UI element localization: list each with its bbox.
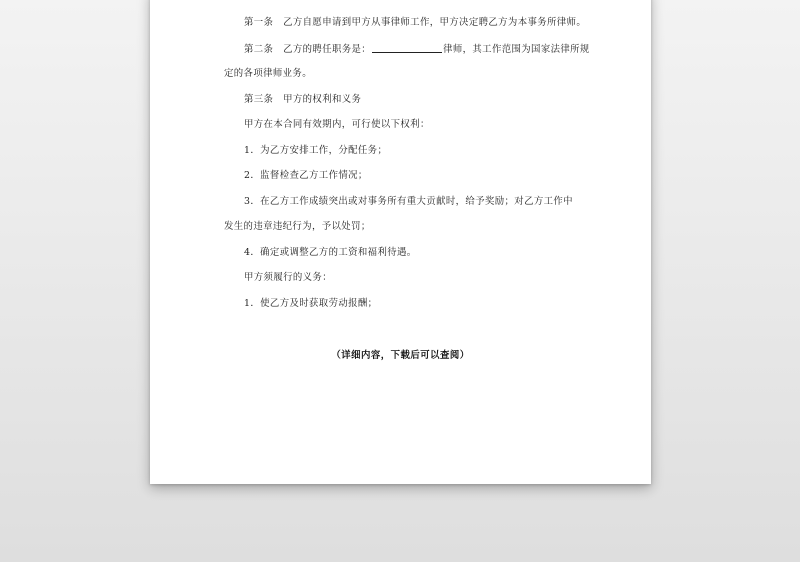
duties-item-1: 1．使乙方及时获取劳动报酬； [244,298,378,309]
document-page [150,0,651,484]
rights-item-4: 4．确定或调整乙方的工资和福利待遇。 [244,247,417,258]
duties-intro: 甲方须履行的义务： [244,272,332,283]
article-2-continuation: 定的各项律师业务。 [224,68,312,79]
blank-field [372,43,442,53]
download-note: （详细内容，下载后可以查阅） [331,350,470,361]
rights-item-3: 3．在乙方工作成绩突出或对事务所有重大贡献时，给予奖励；对乙方工作中 [244,196,573,207]
article-2-suffix: 律师，其工作范围为国家法律所规 [443,44,590,55]
rights-item-2: 2．监督检查乙方工作情况； [244,170,368,181]
article-2 [244,43,590,56]
article-2-prefix: 第二条 乙方的聘任职务是： [244,44,372,55]
article-3-heading: 第三条 甲方的权利和义务 [244,94,362,105]
rights-intro: 甲方在本合同有效期内，可行使以下权利： [244,119,430,130]
rights-item-3-continuation: 发生的违章违纪行为，予以处罚； [224,221,371,232]
article-1: 第一条 乙方自愿申请到甲方从事律师工作，甲方决定聘乙方为本事务所律师。 [244,17,587,28]
rights-item-1: 1．为乙方安排工作，分配任务； [244,145,388,156]
